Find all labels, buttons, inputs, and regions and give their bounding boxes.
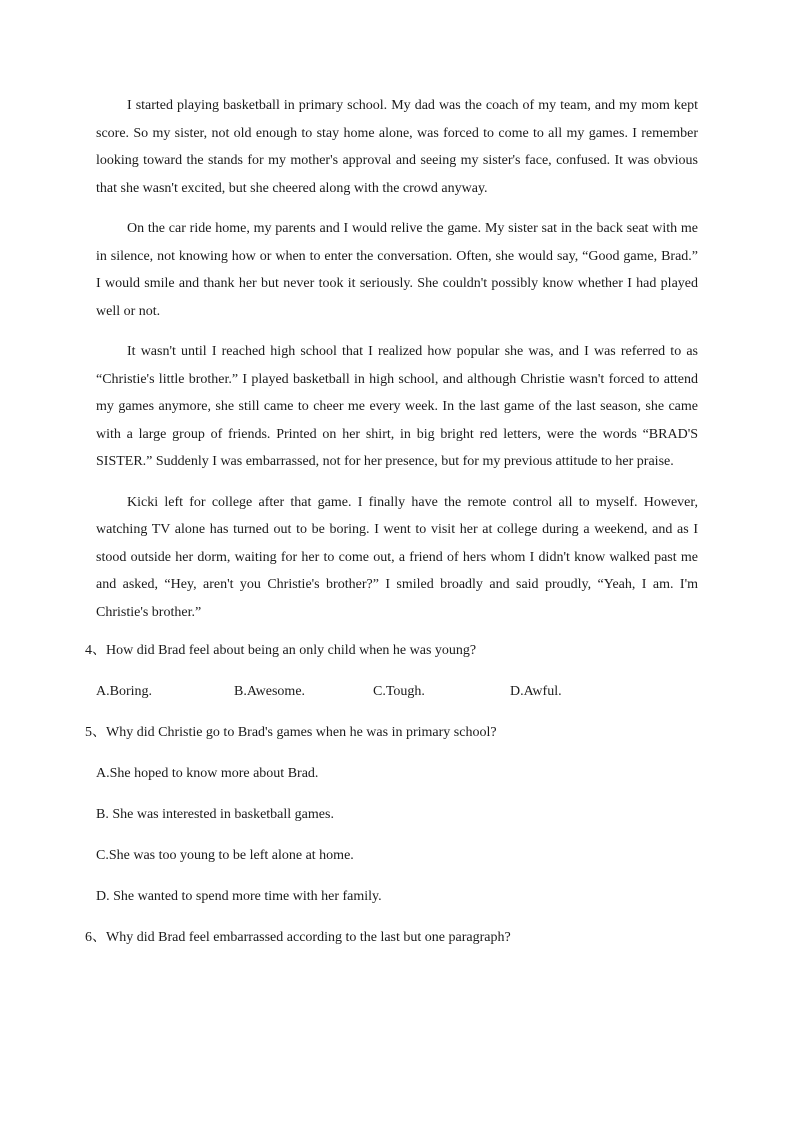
question-6-stem: 6、Why did Brad feel embarrassed according to the last but one paragraph?: [85, 930, 511, 945]
question-4-option-c: C.Tough.: [373, 684, 425, 699]
question-5-option-c: C.She was too young to be left alone at home.: [96, 848, 354, 863]
question-4-stem: 4、How did Brad feel about being an only child when he was young?: [85, 643, 477, 658]
question-4-option-d: D.Awful.: [510, 684, 562, 699]
question-5-option-a: A.She hoped to know more about Brad.: [96, 766, 319, 781]
question-5-stem: 5、Why did Christie go to Brad's games when he was in primary school?: [85, 725, 497, 740]
question-4-option-b: B.Awesome.: [234, 684, 306, 699]
passage-paragraph-3: It wasn't until I reached high school that I realized how popular she was, and I was referred to as “Christie's little brother.” I played basketball in high school, and although Christie wasn't forced to attend my games anymore, she still came to cheer me every week. In the last game of the last season, she came with a large group of friends. Printed on her shirt, in big bright red letters, were the words “BRAD'S SISTER.” Suddenly I was embarrassed, not for her presence, but for my previous attitude to her praise.: [96, 344, 698, 469]
passage-paragraph-2: On the car ride home, my parents and I would relive the game. My sister sat in the back seat with me in silence, not knowing how or when to enter the conversation. Often, she would say, “Good game, Brad.” I would smile and thank her but never took it seriously. She couldn't possibly know whether I had played well or not.: [96, 221, 698, 319]
question-5-option-b: B. She was interested in basketball games.: [96, 807, 334, 822]
question-5-option-d: D. She wanted to spend more time with her family.: [96, 889, 382, 904]
passage-paragraph-4: Kicki left for college after that game. I finally have the remote control all to myself. However, watching TV alone has turned out to be boring. I went to visit her at college during a weekend, and as I stood outside her dorm, waiting for her to come out, a friend of hers whom I didn't know walked past me and asked, “Hey, aren't you Christie's brother?” I smiled broadly and said proudly, “Yeah, I am. I'm Christie's brother.”: [96, 494, 698, 620]
passage-paragraph-1: I started playing basketball in primary school. My dad was the coach of my team, and my mom kept score. So my sister, not old enough to stay home alone, was forced to come to all my games. I remember looking toward the stands for my mother's approval and seeing my sister's face, confused. It was obvious that she wasn't excited, but she cheered along with the crowd anyway.: [96, 98, 698, 196]
question-4-options: [96, 680, 698, 704]
document-page: [85, 92, 698, 967]
question-4-option-a: A.Boring.: [96, 684, 152, 699]
